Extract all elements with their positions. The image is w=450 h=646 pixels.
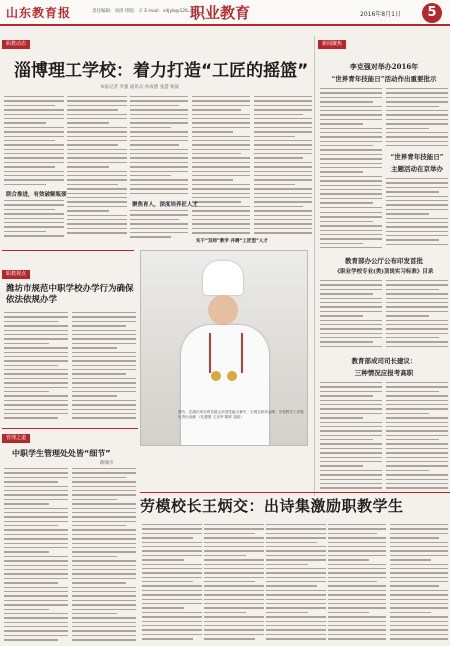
- main-text-col-1b: [4, 200, 64, 240]
- main-byline: 本报记者 李强 通讯员 孙成德 张慧 杨波: [100, 85, 180, 90]
- page-number: 5: [422, 3, 442, 23]
- right-text-col-6: [386, 280, 448, 350]
- main-subhead-1: 联合推进，有效破解瓶颈: [6, 192, 67, 198]
- main-text-col-3b: [130, 210, 188, 240]
- masthead: [0, 0, 450, 26]
- bottom-left-col-2: [72, 468, 136, 642]
- right-text-col-4: [320, 212, 382, 248]
- medal-icon: [211, 371, 221, 381]
- bottom-left-headline: 中职学生管理处处皆“细节”: [12, 449, 111, 458]
- bottom-main-headline: 劳模校长王炳交：出诗集激励职教学生: [140, 497, 404, 515]
- divider: [2, 428, 138, 429]
- main-text-col-1: [4, 96, 64, 186]
- editor-info: 责任编辑：刘清 排版：辛 E-mail：sdjyb@126.com: [92, 9, 200, 14]
- right-text-col-2: [386, 88, 448, 148]
- newspaper-logo: 山东教育报: [6, 6, 72, 20]
- mid-text-col-1: [4, 312, 68, 420]
- bottom-main-col-1: [142, 524, 202, 642]
- mid-headline: 潍坊市规范中职学校办学行为确保依法依规办学: [6, 284, 134, 305]
- section-tag-news: 职教动态: [2, 40, 30, 49]
- bottom-main-col-3: [266, 524, 326, 642]
- main-text-col-4: [192, 96, 250, 236]
- bottom-left-byline: 聊城市: [100, 461, 114, 466]
- issue-date: 2016年8月1日: [360, 11, 401, 18]
- right-headline-4: 教育部成司司长建议：: [351, 357, 417, 365]
- main-text-col-5: [254, 96, 312, 236]
- chef-face-shape: [208, 295, 238, 325]
- bottom-main-col-5: [390, 524, 448, 642]
- medal-icon: [227, 371, 237, 381]
- main-subhead-3: 实干“双师”教学 并聘“工匠型”人才: [196, 239, 268, 244]
- right-text-col-1: [320, 88, 382, 208]
- divider: [2, 250, 134, 251]
- main-text-col-3: [130, 96, 188, 196]
- medal-ribbon-shape: [209, 333, 243, 373]
- right-headline-4b: 三种情况应报考高职: [354, 369, 414, 377]
- section-title: 职业教育: [190, 4, 251, 22]
- right-headline-3b: 《职业学校专业(类)顶岗实习标准》目录: [334, 269, 434, 275]
- right-text-col-3: [386, 178, 448, 248]
- photo-caption: 图为：在潍坊举办的首届山东省技能大赛中，王炳交获得金牌，学校教学工作做出突出贡献 （孔德强 王京华 陈婷 刘凯）: [178, 410, 304, 419]
- divider: [140, 492, 450, 493]
- main-headline: 淄博理工学校：着力打造“工匠的摇篮”: [14, 61, 309, 81]
- bottom-main-col-2: [204, 524, 264, 642]
- section-tag-management: 管理之道: [2, 434, 30, 443]
- main-subhead-2: 聚焦育人，深度培养匠人才: [132, 202, 199, 208]
- right-headline-1b: “世界青年技能日”活动作出重要批示: [331, 75, 437, 83]
- bottom-left-col-1: [4, 468, 68, 642]
- right-text-col-8: [386, 382, 448, 490]
- chef-hat-shape: [203, 261, 243, 295]
- right-headline-2b: 主题活动在京举办: [391, 165, 443, 173]
- mid-text-col-2: [72, 312, 136, 420]
- right-headline-1: 李克强对举办2016年: [349, 62, 419, 71]
- right-headline-2: “世界青年技能日”: [390, 153, 444, 161]
- right-text-col-7: [320, 382, 382, 490]
- section-tag-view: 职教视点: [2, 270, 30, 279]
- right-text-col-5: [320, 280, 382, 350]
- bottom-main-col-4: [328, 524, 386, 642]
- chef-body-shape: [181, 325, 269, 446]
- column-divider: [314, 36, 315, 496]
- right-headline-3: 教育部办公厅公布印发首批: [345, 257, 423, 265]
- section-tag-focus: 新闻聚焦: [318, 40, 346, 49]
- main-text-col-2: [67, 96, 127, 236]
